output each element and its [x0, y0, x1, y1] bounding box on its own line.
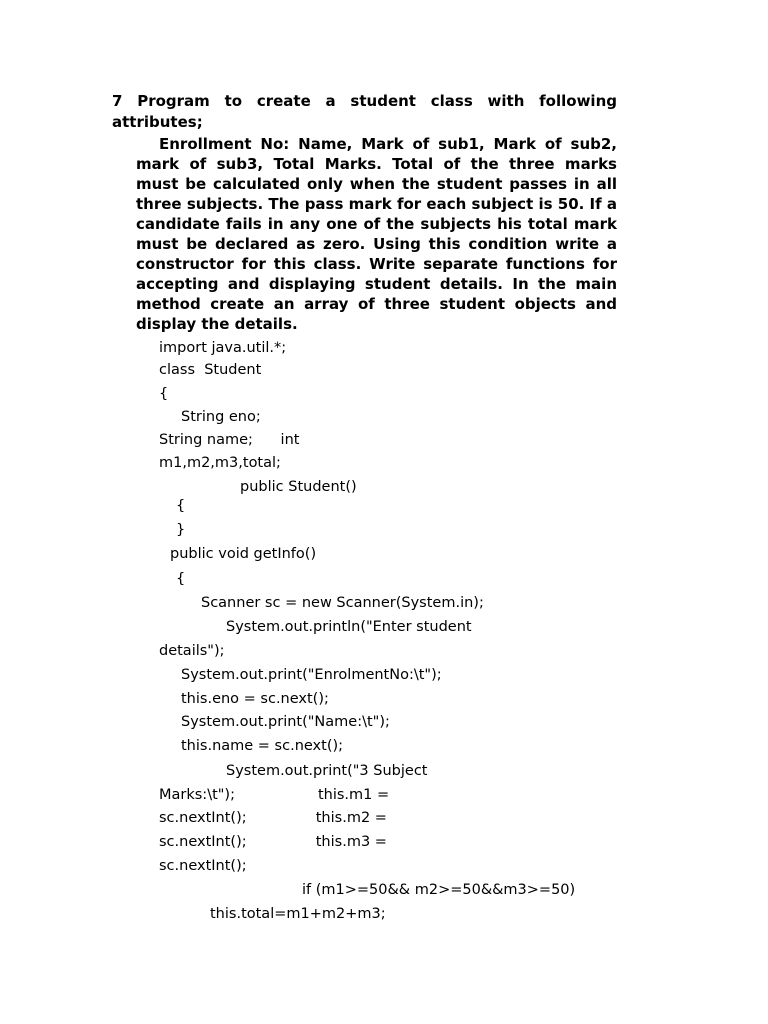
question-description: Enrollment No: Name, Mark of sub1, Mark of sub2, mark of sub3, Total Marks. Total of the three marks must be calculated only when the student passes in all three subjects. The pass mark for each subject is 50. If a candidate fails in any one of the subjects his total mark must be declared as zero. Using this condition write a constructor for this class. Write separate functions for accepting and displaying student details. In the main method create an array of three student objects and display the details.	[136, 135, 617, 333]
code-line: String eno;	[181, 409, 261, 425]
code-line: sc.nextInt(); this.m2 =	[159, 810, 387, 826]
code-line: Scanner sc = new Scanner(System.in);	[201, 595, 484, 611]
code-line: this.name = sc.next();	[181, 738, 344, 754]
code-line: public void getInfo()	[170, 546, 317, 562]
code-line: this.eno = sc.next();	[181, 691, 329, 707]
code-line: this.total=m1+m2+m3;	[210, 906, 386, 922]
code-line: System.out.print("3 Subject	[226, 763, 428, 779]
code-line: public Student()	[240, 479, 357, 495]
code-line: System.out.println("Enter student	[226, 619, 472, 635]
code-line: import java.util.*;	[159, 340, 287, 356]
code-line: details");	[159, 643, 225, 659]
code-line: }	[176, 522, 186, 538]
code-line: sc.nextInt(); this.m3 =	[159, 834, 387, 850]
code-line: String name; int	[159, 432, 300, 448]
code-line: Marks:\t"); this.m1 =	[159, 787, 390, 803]
code-line: System.out.print("EnrolmentNo:\t");	[181, 667, 442, 683]
heading-line-2: attributes;	[112, 112, 203, 131]
code-line: sc.nextInt();	[159, 858, 247, 874]
code-line: class Student	[159, 362, 262, 378]
heading-line-1: 7 Program to create a student class with following	[112, 92, 617, 110]
code-line: if (m1>=50&& m2>=50&&m3>=50)	[302, 882, 576, 898]
code-line: {	[159, 386, 169, 402]
question-heading	[112, 91, 617, 132]
code-line: m1,m2,m3,total;	[159, 455, 281, 471]
code-line: {	[176, 571, 186, 587]
code-line: System.out.print("Name:\t");	[181, 714, 390, 730]
code-line: {	[176, 498, 186, 514]
